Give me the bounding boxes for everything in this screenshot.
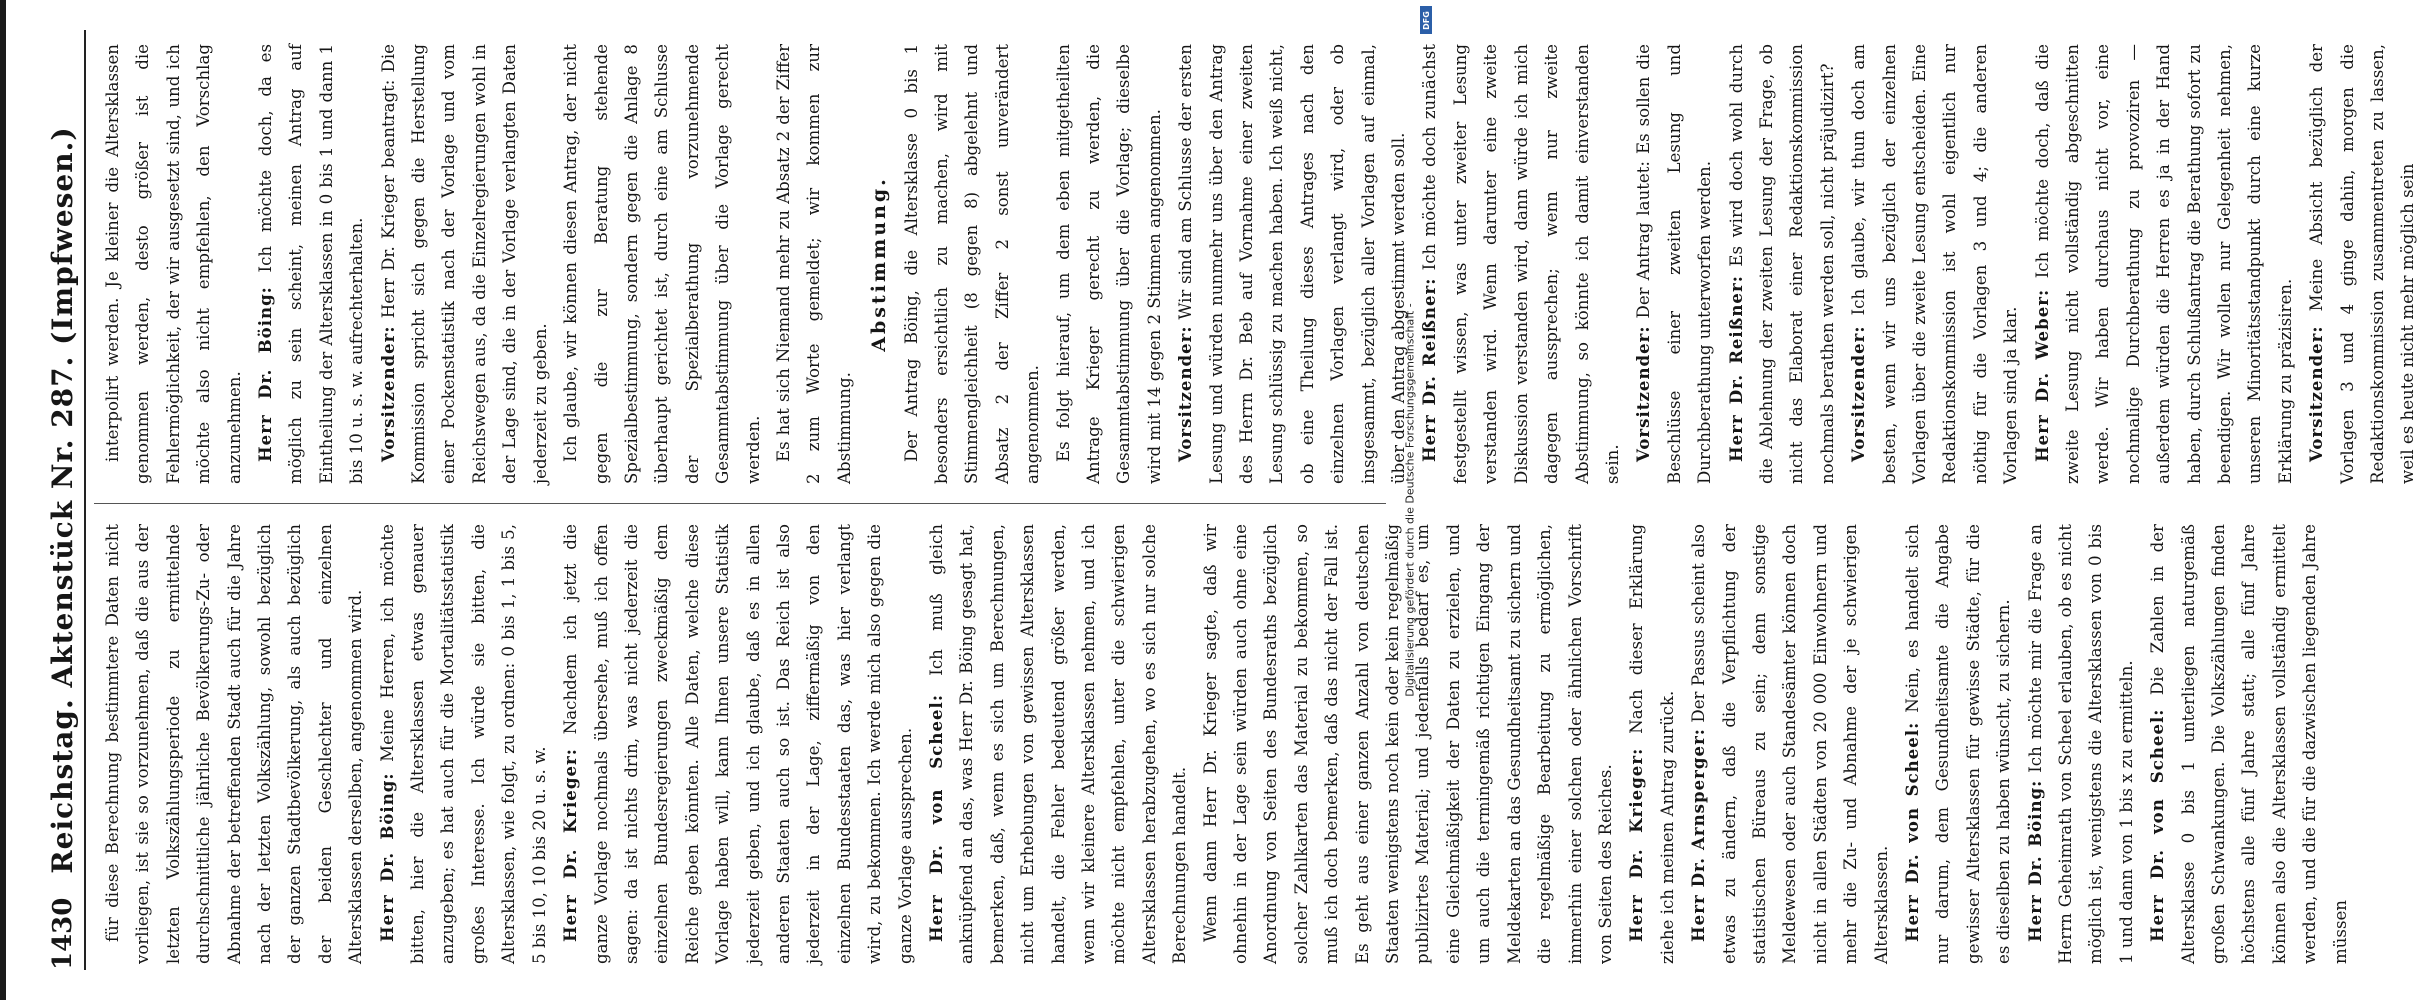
paragraph (1170, 44, 1414, 484)
paragraph-text: Nach dieser Erklärung ziehe ich meinen Antrag zurück. (1627, 524, 1677, 964)
paragraph-text: Ich möchte doch, da es möglich zu sein scheint, meinen Antrag auf Eintheilung der Altersklassen in 0 bis 1 und dann 1 bis 10 u. s. w. aufrechterhalten. (256, 44, 367, 484)
paragraph (921, 524, 1196, 964)
speaker-name: Vorsitzender: (1175, 325, 1196, 462)
scan-edge (0, 0, 6, 1000)
paragraph (897, 44, 1049, 484)
page-number: 1430 (48, 897, 78, 970)
paragraph (250, 44, 373, 484)
running-title: Reichstag. Aktenstück Nr. 287. (Impfwesen.) (46, 126, 79, 874)
paragraph-text: Ich möchte doch zunächst festgestellt wissen, was unter zweiter Lesung verstanden wird. Wenn darunter eine zweite Diskussion verstanden wird, dann würde ich mich dagegen aussprechen; wenn nur zweite Abstimmung, so könnte ich damit einverstanden sein. (1420, 44, 1622, 484)
paragraph (1897, 524, 2020, 964)
paragraph (373, 44, 556, 484)
dfg-logo-text: DFG (1421, 10, 1431, 30)
paragraph-text: Wir sind am Schlusse der ersten Lesung und würden nunmehr uns über den Antrag des Herrn Dr. Beb auf Vornahme einer zweiten Lesung schlüssig zu machen haben. Ich weiß nicht, ob eine Theilung dieses Antrages nach den einzelnen Vorlagen verlangt wird, oder ob insgesammt, bezüglich aller Vorlagen auf einmal, über den Antrag abgestimmt werden soll. (1176, 44, 1409, 484)
speaker-name: Vorsitzender: (377, 325, 398, 462)
paragraph-text: Ich muß gleich anknüpfend an das, was Herr Dr. Böing gesagt hat, bemerken, daß, wenn es sich um Berechnungen, nicht um Erhebungen von gewissen Altersklassen handelt, die Fehler bedeutend größer werden, wenn wir kleinere Altersklassen nehmen, und ich möchte nicht empfehlen, unter die schwierigen Altersklassen herabzugehen, wo es sich nur solche Berechnungen handelt. (926, 524, 1190, 964)
paragraph (372, 524, 555, 964)
dfg-logo (1420, 6, 1432, 34)
speaker-name: Herr Dr. Reißner: (1419, 277, 1440, 462)
paragraph (1628, 44, 1720, 484)
speaker-name: Vorsitzender: (1633, 325, 1654, 462)
speaker-name: Herr Dr. Krieger: (560, 748, 581, 942)
paragraph-text: Nachdem ich jetzt die ganze Vorlage nochmals übersehe, muß ich offen sagen: da ist nichts drin, was nicht jederzeit die einzelnen Bundesregierungen zweckmäßig dem Reiche geben könnten. Alle Daten, welche diese Vorlage haben will, kann Ihnen unsere Statistik jederzeit geben, und ich glaube, daß es in allen anderen Staaten auch so ist. Das Reich ist also jederzeit in der Lage, ziffermäßig von den einzelnen Bundesstaaten das, was hier verlangt wird, zu bekommen. Ich werde mich also gegen die ganze Vorlage aussprechen. (561, 524, 915, 964)
paragraph-text: für diese Berechnung bestimmtere Daten nicht vorliegen, ist sie so vorzunehmen, daß die aus der letzten Volkszählungsperiode zu ermittelnde durchschnittliche jährliche Bevölkerungs-Zu- oder Abnahme der betreffenden Stadt auch für die Jahre nach der letzten Volkszählung, sowohl bezüglich der ganzen Stadtbevölkerung, als auch bezüglich der beiden Geschlechter und einzelnen Altersklassen derselben, angenommen wird. (103, 524, 366, 964)
paragraph (98, 524, 372, 964)
paragraph-text: Herr Dr. Krieger beantragt: Die Kommission spricht sich gegen die Herstellung einer Pockenstatistik nach der Vorlage und vom Reichswegen aus, da die Einzelregierungen wohl in der Lage sind, die in der Vorlage verlangten Daten jederzeit zu geben. (378, 44, 550, 484)
speaker-name: Herr Dr. von Scheel: (2147, 708, 2168, 942)
paragraph-text: Der Passus scheint also etwas zu ändern, daß die Verpflichtung der statistischen Büreaus zu sein; denn sonstige Meldewesen oder auch Standesämter können doch nicht in allen Städten von 20 000 Einwohnern und mehr die Zu- und Abnahme der je schwierigen Altersklassen. (1689, 524, 1891, 964)
paragraph-text: Ich möchte doch, daß die zweite Lesung nicht vollständig abgeschnitten werde. Wir haben durchaus nicht vor, eine nochmalige Durchberathung zu provoziren — außerdem würden die Herren es ja in der Hand haben, durch Schlußantrag die Berathung sofort zu beendigen. Wir wollen nur Gelegenheit nehmen, unseren Minoritätsstandpunkt durch eine kurze Erklärung zu präzisiren. (2032, 43, 2295, 484)
paragraph (2020, 524, 2143, 964)
paragraph-text: Der Antrag Böing, die Altersklasse 0 bis 1 besonders ersichtlich zu machen, wird mit Stimmengleichheit (8 gegen 8) abgelehnt und Absatz 2 der Ziffer 2 sonst unverändert angenommen. (901, 44, 1043, 484)
paragraph (769, 44, 860, 484)
paragraph (98, 44, 250, 484)
paragraph (1621, 524, 1683, 964)
speaker-name: Herr Dr. Böing: (2024, 779, 2045, 942)
paragraph (556, 44, 769, 484)
paragraph (2027, 44, 2302, 484)
speaker-name: Herr Dr. von Scheel: (1901, 721, 1922, 942)
paragraph-text: Nein, es handelt sich nur darum, dem Gesundheitsamte die Angabe gewisser Altersklassen für gewisse Städte, für die es dieselben zu haben wünscht, zu sichern. (1902, 524, 2014, 964)
paragraph (1683, 524, 1897, 964)
paragraph-text: Ich glaube, wir können diesen Antrag, der nicht gegen die zur Beratung stehende Spezialbestimmung, sondern gegen die Anlage 8 überhaupt gerichtet ist, durch eine am Schlusse der Spezialberathung vorzunehmende Gesammtabstimmung über die Vorlage gerecht werden. (561, 44, 763, 484)
paragraph-text: Es hat sich Niemand mehr zu Absatz 2 der Ziffer 2 zum Worte gemeldet; wir kommen zur Abstimmung. (773, 44, 854, 484)
paragraph-text: interpolirt werden. Je kleiner die Altersklassen genommen werden, desto größer ist die Fehlermöglichkeit, der wir ausgesetzt sind, und ich möchte also nicht empfehlen, den Vorschlag anzunehmen. (103, 44, 244, 484)
speaker-name: Herr Dr. Arnsperger: (1688, 728, 1709, 942)
paragraph (2142, 524, 2356, 964)
paragraph (1721, 44, 1844, 484)
speaker-name: Herr Dr. von Scheel: (925, 694, 946, 942)
paragraph-text: Meine Absicht bezüglich der Vorlagen 3 und 4 ginge dahin, morgen die Redaktionskommission zusammentreten zu lassen, weil es heute nicht mehr möglich sein (2307, 44, 2418, 484)
speaker-name: Herr Dr. Reißner: (1725, 275, 1746, 462)
speaker-name: Herr Dr. Weber: (2031, 288, 2052, 462)
paragraph-text: Der Antrag lautet: Es sollen die Beschlüsse einer zweiten Lesung und Durchberathung unterworfen werden. (1634, 44, 1715, 484)
left-column (98, 524, 2350, 964)
paragraph (1049, 44, 1171, 484)
speaker-name: Vorsitzender: (2306, 325, 2327, 462)
paragraph-text: Meine Herren, ich möchte bitten, hier die Altersklassen etwas genauer anzugeben; es hat auch für die Mortalitätsstatistik großes Interesse. Ich würde sie bitten, die Altersklassen, wie folgt, zu ordnen: 0 bis 1, 1 bis 5, 5 bis 10, 10 bis 20 u. s. w. (377, 524, 549, 964)
paragraph (1414, 44, 1628, 484)
paragraph-text: Wenn dann Herr Dr. Krieger sagte, daß wir ohnehin in der Lage sein würden auch ohne eine Anordnung von Seiten des Bundesraths bezüglich solcher Zahlkarten das Material zu bekommen, so muß ich doch bemerken, daß das nicht der Fall ist. Es geht aus einer ganzen Anzahl von deutschen Staaten wenigstens noch kein oder kein regelmäßig publizirtes Material; und jedenfalls bedarf es, um eine Gleichmäßigkeit der Daten zu erzielen, und um auch die termingemäß richtigen Eingang der Meldekarten an das Gesundheitsamt zu sichern und die regelmäßige Bearbeitung zu ermöglichen, immerhin einer solchen oder ähnlichen Vorschrift von Seiten des Reiches. (1200, 524, 1615, 964)
column-divider (94, 503, 1386, 504)
paragraph (2301, 44, 2424, 484)
speaker-name: Vorsitzender: (1848, 325, 1869, 462)
paragraph-text: Es wird doch wohl durch die Ablehnung der zweiten Lesung der Frage, ob nicht das Elaborat einer Redaktionskommission nochmals berathen werden soll, nicht präjudizirt? (1726, 44, 1837, 484)
paragraph-text: Ich glaube, wir thun doch am besten, wenn wir uns bezüglich der einzelnen Vorlagen über die zweite Lesung entscheiden. Eine Redaktionskommission ist wohl eigentlich nur nöthig für die Vorlagen 3 und 4; die anderen Vorlagen sind ja klar. (1849, 43, 2021, 484)
paragraph (1843, 44, 2026, 484)
paragraph-text: Es folgt hierauf, um dem eben mitgetheilten Antrage Krieger gerecht zu werden, die Gesammtabstimmung über die Vorlage; dieselbe wird mit 14 gegen 2 Stimmen angenommen. (1053, 44, 1164, 484)
paragraph-text: Die Zahlen in der Altersklasse 0 bis 1 unterliegen naturgemäß großen Schwankungen. Die Volkszählungen finden höchstens alle fünf Jahre statt; alle fünf Jahre können also die Altersklassen vollständig ermittelt werden, und die für die dazwischen liegenden Jahre müssen (2148, 524, 2350, 964)
speaker-name: Herr Dr. Böing: (255, 286, 276, 462)
speaker-name: Herr Dr. Böing: (376, 772, 397, 942)
paragraph-text: Ich möchte mir die Frage an Herrn Geheimrath von Scheel erlauben, ob es nicht möglich ist, wenigstens die Altersklassen von 0 bis 1 und dann von 1 bis x zu ermitteln. (2025, 524, 2136, 964)
page-header (44, 30, 86, 970)
digitization-credit: Digitalisierung gefördert durch die Deutsche Forschungsgemeinschaft - (1403, 303, 1417, 697)
paragraph (555, 524, 921, 964)
right-column (98, 43, 2418, 484)
speaker-name: Herr Dr. Krieger: (1626, 747, 1647, 942)
section-heading: Abstimmung. (868, 176, 891, 352)
